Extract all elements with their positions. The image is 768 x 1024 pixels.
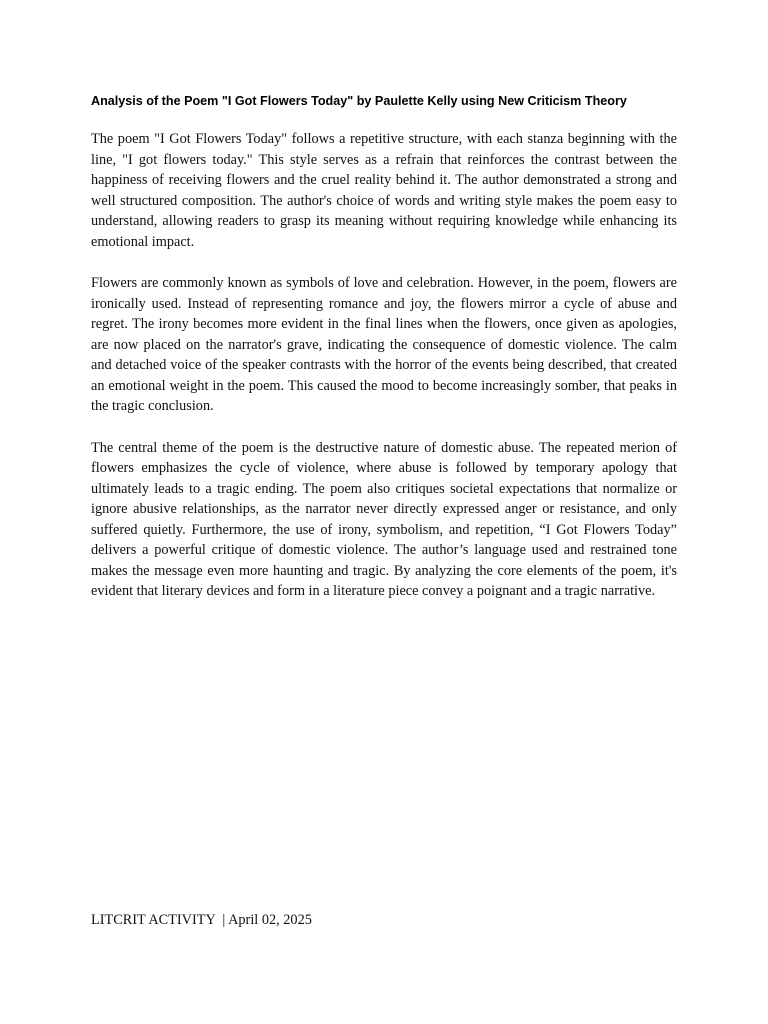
paragraph-theme: The central theme of the poem is the destructive nature of domestic abuse. The repeated merion of flowers emphasizes the cycle of violence, where abuse is followed by temporary apology that ultimately leads to a tragic ending. The poem also critiques societal expectations that normalize or ignore abusive relationships, as the narrator never directly expressed anger or resistance, and only suffered quietly. Furthermore, the use of irony, symbolism, and repetition, “I Got Flowers Today” delivers a powerful critique of domestic violence. The author’s language used and restrained tone makes the message even more haunting and tragic. By analyzing the core elements of the poem, it's evident that literary devices and form in a literature piece convey a poignant and a tragic narrative. [91,439,677,599]
paragraph-structure: The poem "I Got Flowers Today" follows a repetitive structure, with each stanza beginning with the line, "I got flowers today." This style serves as a refrain that reinforces the contrast between the happiness of receiving flowers and the cruel reality behind it. The author demonstrated a strong and well structured composition. The author's choice of words and writing style makes the poem easy to understand, allowing readers to grasp its meaning without requiring knowledge while enhancing its emotional impact. [91,131,677,250]
paragraph-symbolism: Flowers are commonly known as symbols of love and celebration. However, in the poem, flowers are ironically used. Instead of representing romance and joy, the flowers mirror a cycle of abuse and regret. The irony becomes more evident in the final lines when the flowers, once given as apologies, are now placed on the narrator's grave, indicating the consequence of domestic violence. The calm and detached voice of the speaker contrasts with the horror of the events being described, that created an emotional weight in the poem. This caused the mood to become increasingly somber, that peaks in the tragic conclusion. [91,275,677,414]
document-body [91,129,677,623]
page-footer: LITCRIT ACTIVITY | April 02, 2025 [91,912,312,928]
document-title: Analysis of the Poem "I Got Flowers Today" by Paulette Kelly using New Criticism Theory [91,94,627,108]
